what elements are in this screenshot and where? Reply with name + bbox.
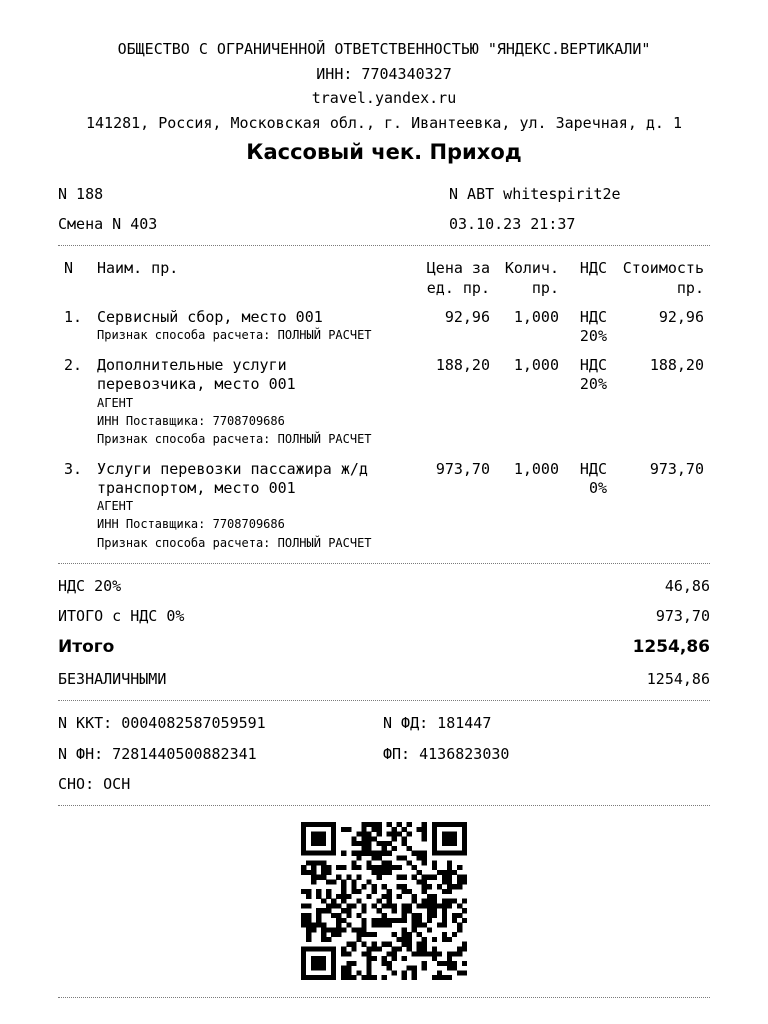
item-supplier-inn: ИНН Поставщика: 7708709686 [97, 414, 285, 428]
total-value: 1254,86 [632, 637, 710, 657]
vat0-value: 973,70 [655, 607, 710, 625]
fp-number: ФП: 4136823030 [383, 745, 510, 763]
item-price: 188,20 [435, 356, 490, 374]
vat20-value: 46,86 [664, 577, 710, 595]
item-agent: АГЕНТ [97, 499, 134, 513]
fn-number: N ФН: 7281440500882341 [58, 745, 257, 763]
item-price: 92,96 [444, 308, 490, 326]
item-cost: 92,96 [658, 308, 704, 326]
cashless-label: БЕЗНАЛИЧНЫМИ [58, 670, 167, 688]
item-number: 3. [64, 460, 83, 478]
separator [58, 805, 710, 806]
item-name: Дополнительные услуги [97, 356, 287, 374]
separator [58, 700, 710, 701]
vat20-label: НДС 20% [58, 577, 122, 595]
qr-code-icon [301, 822, 467, 980]
item-name: Сервисный сбор, место 001 [97, 308, 323, 326]
item-payment-method: Признак способа расчета: ПОЛНЫЙ РАСЧЕТ [97, 432, 372, 446]
item-vat: НДС 20% [579, 356, 607, 393]
item-quantity: 1,000 [513, 308, 559, 326]
tax-system: СНО: ОСН [58, 775, 131, 793]
cashless-value: 1254,86 [646, 670, 710, 688]
item-cost: 973,70 [649, 460, 704, 478]
separator [58, 997, 710, 998]
item-name: Услуги перевозки пассажира ж/д [97, 460, 368, 478]
item-number: 2. [64, 356, 83, 374]
item-name: перевозчика, место 001 [97, 375, 296, 393]
col-header-cost: Стоимость пр. [622, 259, 704, 297]
receipt-datetime: 03.10.23 21:37 [449, 215, 576, 233]
organization-inn: ИНН: 7704340327 [316, 65, 452, 83]
col-header-n: N [64, 259, 74, 277]
item-cost: 188,20 [649, 356, 704, 374]
vat0-label: ИТОГО с НДС 0% [58, 607, 185, 625]
organization-name: ОБЩЕСТВО С ОГРАНИЧЕННОЙ ОТВЕТСТВЕННОСТЬЮ "ЯНДЕКС.ВЕРТИКАЛИ" [117, 40, 651, 58]
avt-number: N АВТ whitespirit2e [449, 185, 621, 203]
shift-number: Смена N 403 [58, 215, 158, 233]
item-vat: НДС 0% [579, 460, 607, 497]
item-number: 1. [64, 308, 83, 326]
organization-site: travel.yandex.ru [311, 89, 457, 107]
item-supplier-inn: ИНН Поставщика: 7708709686 [97, 517, 285, 531]
fd-number: N ФД: 181447 [383, 714, 492, 732]
item-quantity: 1,000 [513, 460, 559, 478]
separator [58, 245, 710, 246]
item-vat: НДС 20% [579, 308, 607, 345]
col-header-vat: НДС [579, 259, 607, 277]
item-price: 973,70 [435, 460, 490, 478]
item-name: транспортом, место 001 [97, 479, 296, 497]
item-payment-method: Признак способа расчета: ПОЛНЫЙ РАСЧЕТ [97, 328, 372, 342]
organization-address: 141281, Россия, Московская обл., г. Ивантеевка, ул. Заречная, д. 1 [85, 114, 683, 132]
col-header-qty: Колич. пр. [504, 259, 559, 297]
item-agent: АГЕНТ [97, 396, 134, 410]
total-label: Итого [58, 637, 115, 657]
item-quantity: 1,000 [513, 356, 559, 374]
check-number: N 188 [58, 185, 104, 203]
col-header-price: Цена за ед. пр. [426, 259, 490, 297]
separator [58, 563, 710, 564]
kkt-number: N ККТ: 0004082587059591 [58, 714, 266, 732]
item-payment-method: Признак способа расчета: ПОЛНЫЙ РАСЧЕТ [97, 536, 372, 550]
col-header-name: Наим. пр. [97, 259, 179, 277]
receipt-title: Кассовый чек. Приход [246, 140, 522, 164]
